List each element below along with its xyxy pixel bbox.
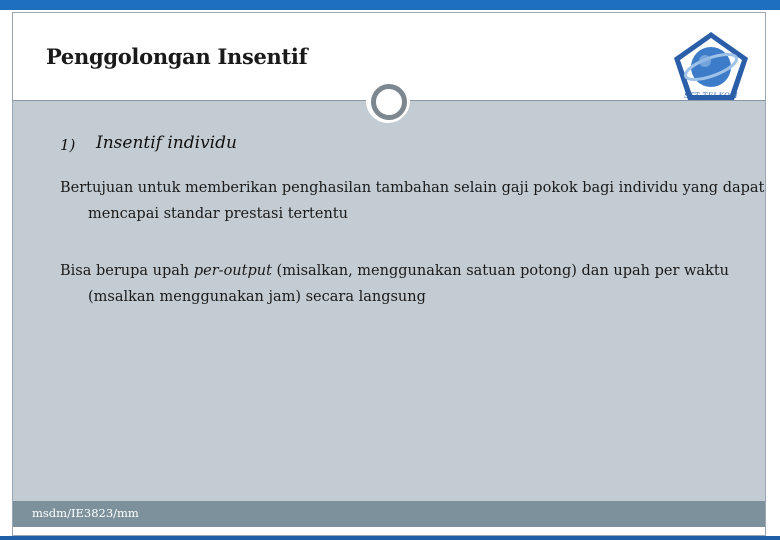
circle-ring-inner bbox=[371, 84, 407, 120]
section-number: 1) bbox=[60, 136, 76, 154]
paragraph-2-part-2: (misalkan, menggunakan satuan potong) dan upah per waktu (msalkan menggunakan jam) secara langsung bbox=[88, 263, 730, 305]
paragraph-1: Bertujuan untuk memberikan penghasilan tambahan selain gaji pokok bagi individu yang dapat mencapai standar prestasi tertentu bbox=[60, 180, 765, 222]
logo-caption: STT TELKOM bbox=[684, 92, 738, 100]
slide-title: Penggolongan Insentif bbox=[46, 44, 308, 69]
paragraph-2-emphasis: per-output bbox=[193, 263, 272, 279]
footer-text: msdm/IE3823/mm bbox=[32, 506, 139, 520]
bottom-accent-line bbox=[0, 536, 780, 540]
paragraph-2 bbox=[60, 258, 778, 310]
top-accent-bar bbox=[0, 0, 780, 10]
section-heading: Insentif individu bbox=[96, 133, 237, 153]
paragraph-2-part-1: Bisa berupa upah bbox=[60, 263, 194, 279]
